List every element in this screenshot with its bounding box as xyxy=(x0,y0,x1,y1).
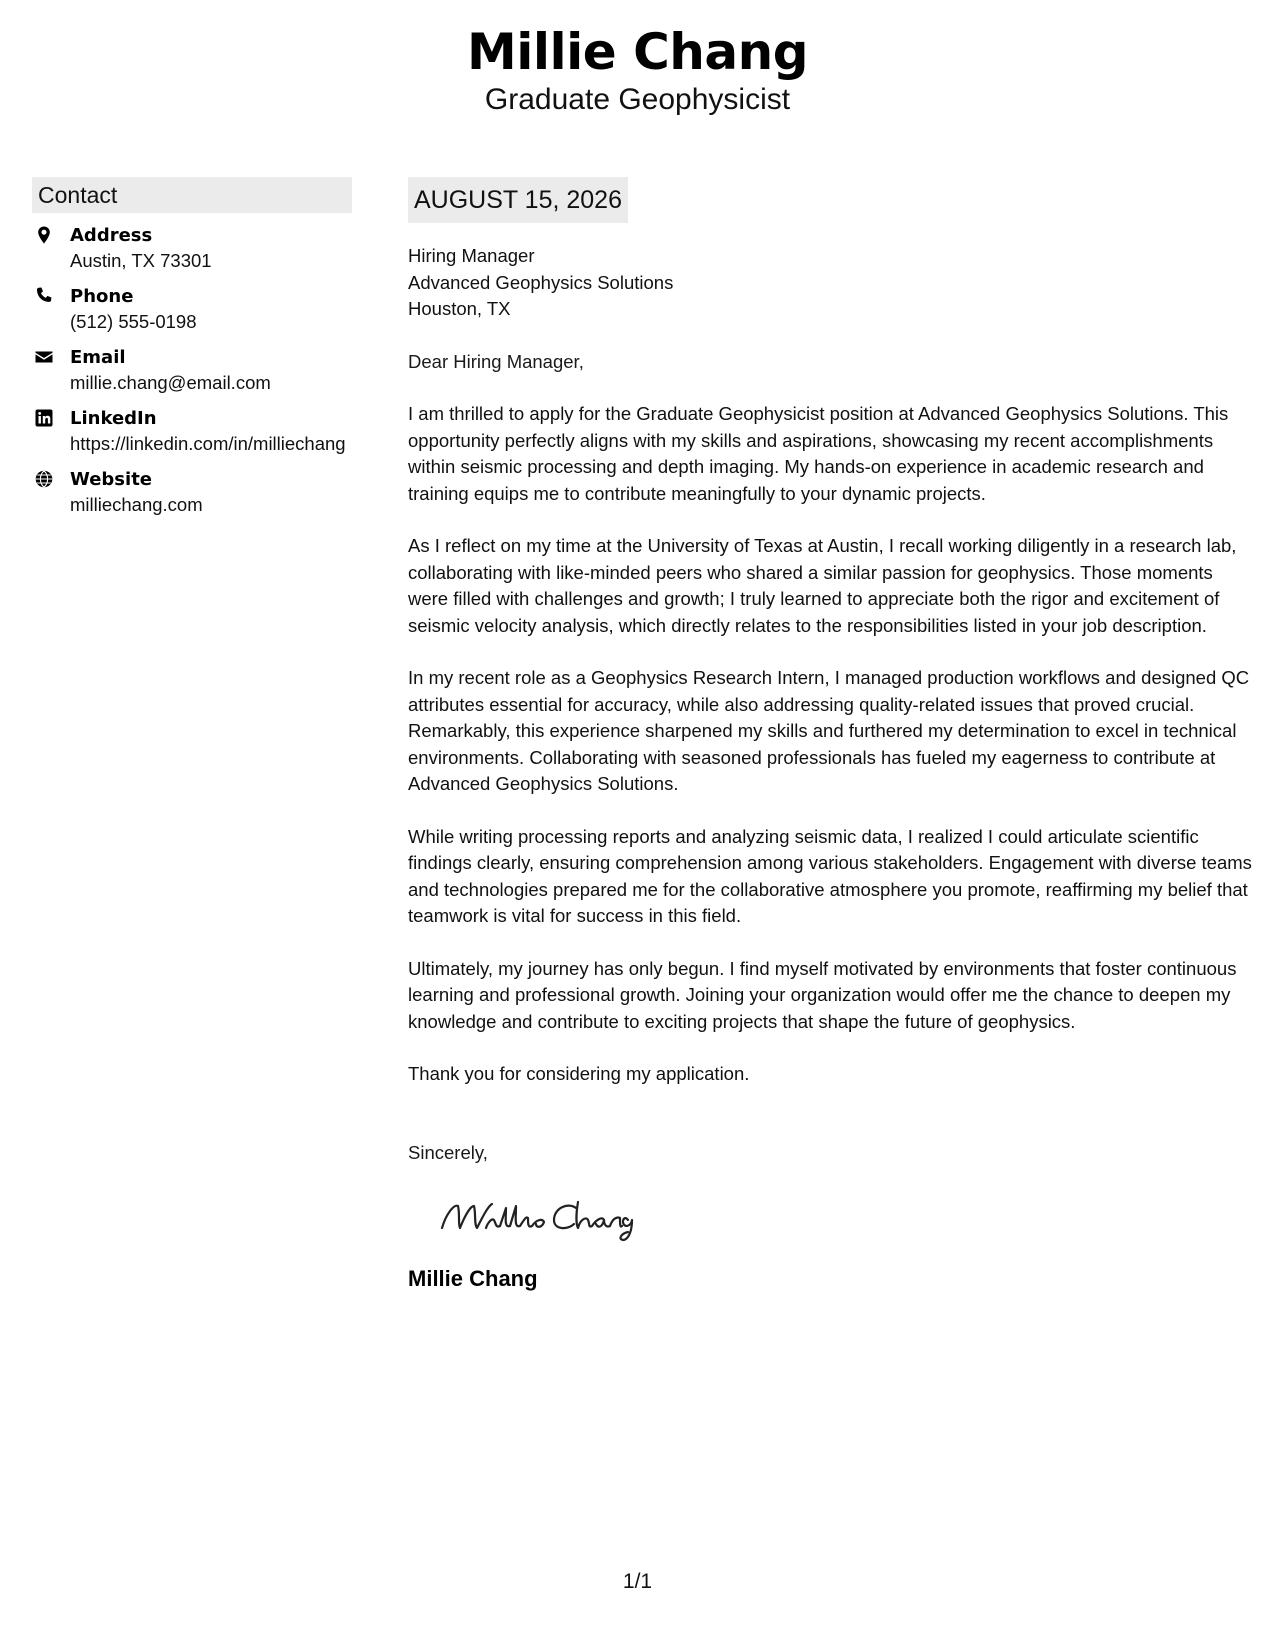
applicant-title: Graduate Geophysicist xyxy=(484,83,791,116)
document-header xyxy=(0,22,1275,118)
contact-value: https://linkedin.com/in/milliechang xyxy=(70,433,346,454)
recipient-company: Advanced Geophysics Solutions xyxy=(408,271,674,293)
letter-date: AUGUST 15, 2026 xyxy=(408,177,628,223)
contact-value: (512) 555-0198 xyxy=(70,311,197,332)
letter-paragraph: In my recent role as a Geophysics Research Intern, I managed production workflows and designed QC attributes essential for accuracy, while also addressing quality-related issues that proved crucial. Remarkably, this experience sharpened my skills and furthered my determination to excel in technical environments. Collaborating with seasoned professionals has fueled my eagerness to contribute at Advanced Geophysics Solutions. xyxy=(408,667,1250,794)
recipient-block xyxy=(408,243,1253,323)
contact-item-linkedin xyxy=(32,406,352,456)
contact-sidebar xyxy=(32,177,352,528)
contact-label: Email xyxy=(70,347,126,368)
map-pin-icon xyxy=(34,225,54,245)
globe-icon xyxy=(34,469,54,489)
contact-label: LinkedIn xyxy=(70,408,157,429)
letter-paragraph: While writing processing reports and analyzing seismic data, I realized I could articulate scientific findings clearly, ensuring comprehension among various stakeholders. Engagement with diverse teams and technologies prepared me for the collaborative atmosphere you promote, reaffirming my belief that teamwork is vital for success in this field. xyxy=(408,825,1252,926)
contact-heading: Contact xyxy=(32,177,352,213)
greeting: Dear Hiring Manager, xyxy=(408,350,584,372)
applicant-name: Millie Chang xyxy=(466,23,809,81)
letter-paragraph: Thank you for considering my application. xyxy=(408,1063,750,1084)
phone-icon xyxy=(34,286,54,306)
letter-paragraph: I am thrilled to apply for the Graduate Geophysicist position at Advanced Geophysics Solutions. This opportunity perfectly aligns with my skills and aspirations, showcasing my recent accomplishments within seismic processing and depth imaging. My hands-on experience in academic research and training equips me to contribute meaningfully to your dynamic projects. xyxy=(408,403,1229,504)
contact-label: Phone xyxy=(70,286,134,307)
contact-label: Website xyxy=(70,469,153,490)
linkedin-icon xyxy=(34,408,54,428)
letter-body xyxy=(408,177,1253,1294)
contact-value: milliechang.com xyxy=(70,494,203,515)
letter-paragraph: As I reflect on my time at the University of Texas at Austin, I recall working diligently in a research lab, collaborating with like-minded peers who shared a similar passion for geophysics. Those moments were filled with challenges and growth; I truly learned to appreciate both the rigor and excitement of seismic velocity analysis, which directly relates to the responsibilities listed in your job description. xyxy=(408,535,1237,636)
contact-item-website xyxy=(32,467,352,517)
envelope-icon xyxy=(34,347,54,367)
contact-item-address xyxy=(32,223,352,273)
recipient-title: Hiring Manager xyxy=(408,245,535,266)
contact-item-phone xyxy=(32,284,352,334)
recipient-location: Houston, TX xyxy=(408,298,511,319)
contact-item-email xyxy=(32,345,352,395)
contact-value: Austin, TX 73301 xyxy=(70,250,212,271)
handwritten-signature xyxy=(436,1184,656,1244)
letter-paragraph: Ultimately, my journey has only begun. I find myself motivated by environments that foster continuous learning and professional growth. Joining your organization would offer me the chance to deepen my knowledge and contribute to exciting projects that shape the future of geophysics. xyxy=(408,957,1237,1032)
signer-name: Millie Chang xyxy=(408,1266,538,1291)
contact-value: millie.chang@email.com xyxy=(70,372,271,393)
contact-label: Address xyxy=(70,225,153,246)
closing: Sincerely, xyxy=(408,1141,488,1163)
contact-list xyxy=(32,223,352,517)
page-number: 1/1 xyxy=(622,1570,653,1593)
